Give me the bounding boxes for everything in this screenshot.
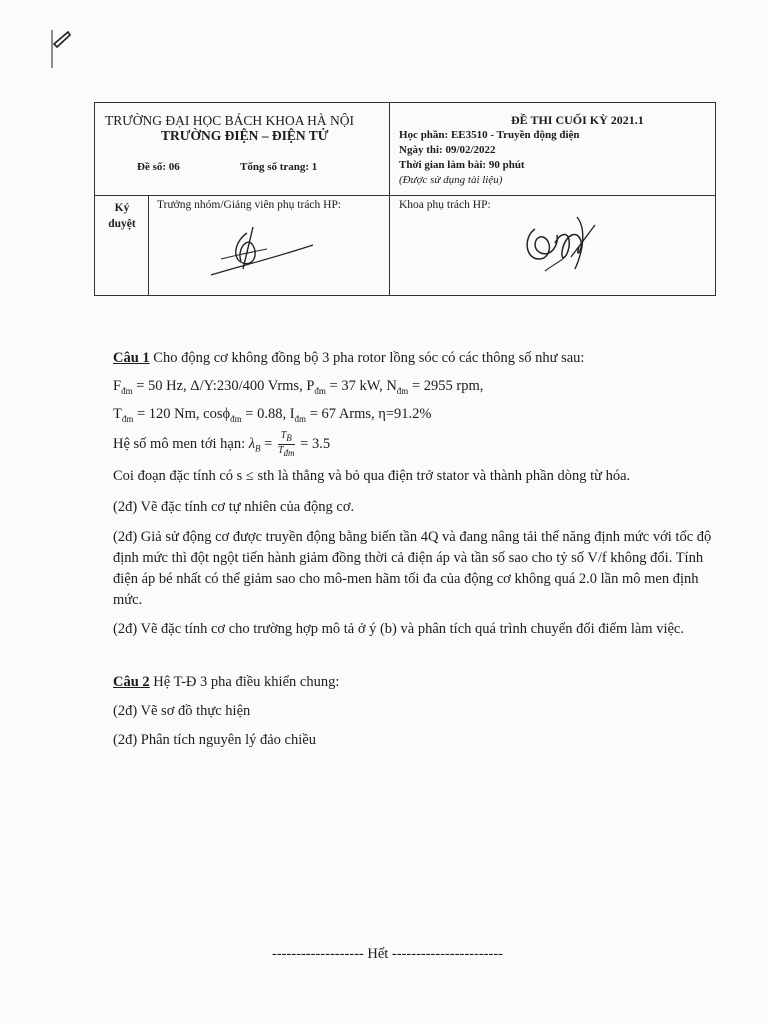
q1-part-b: (2đ) Giả sử động cơ được truyền động bằng biến tần 4Q và đang nâng tải thế năng định mức với tốc độ định mức thì đột ngột tiến hành giảm đồng thời cả điện áp và tần số sao cho tỷ số V/f không đổi. Tính điện áp bé nhất có thể giảm sao cho mô-men hãm tối đa của động cơ không quá 2.0 lần mô men định mức.	[113, 529, 712, 608]
param-i-sub: đm	[294, 413, 307, 424]
q1-part-c: (2đ) Vẽ đặc tính cơ cho trường hợp mô tả ở ý (b) và phân tích quá trình chuyển đổi điểm làm việc.	[113, 621, 684, 637]
q1-intro: Cho động cơ không đồng bộ 3 pha rotor lồng sóc có các thông số như sau:	[153, 350, 585, 366]
group-leader-label: Trưởng nhóm/Giảng viên phụ trách HP:	[157, 199, 342, 211]
end-mark: ------------------- Hết -----------------------	[272, 946, 503, 962]
q1-part-a: (2đ) Vẽ đặc tính cơ tự nhiên của động cơ.	[113, 499, 355, 515]
param-p-sub: đm	[314, 385, 326, 396]
param-t-symbol: T	[113, 406, 122, 422]
exam-date: Ngày thi: 09/02/2022	[399, 144, 496, 156]
university-name: TRƯỜNG ĐẠI HỌC BÁCH KHOA HÀ NỘI	[105, 113, 354, 128]
q2-intro: Hệ T-Đ 3 pha điều khiển chung:	[153, 674, 340, 690]
lambda-equals: =	[260, 435, 276, 452]
q1-assumption: Coi đoạn đặc tính có s ≤ sth là thẳng và bỏ qua điện trở stator và thành phần dòng từ hóa.	[113, 468, 631, 484]
q2-part-a: (2đ) Vẽ sơ đồ thực hiện	[113, 703, 251, 719]
signature-group-leader	[207, 221, 317, 281]
frac-den: T	[277, 445, 284, 456]
param-n-value: = 2955 rpm,	[408, 378, 484, 394]
frac-den-sub: đm	[283, 448, 295, 458]
lambda-value: = 3.5	[296, 435, 331, 452]
q2-intro-line	[113, 672, 339, 693]
param-f-sub: đm	[121, 385, 133, 396]
course-info: Học phần: EE3510 - Truyền động điện	[399, 129, 580, 141]
approval-label-line-1: Ký	[114, 202, 130, 214]
q1-intro-line	[113, 348, 584, 369]
lambda-symbol: λ	[248, 435, 256, 452]
param-p-value: = 37 kW, N	[325, 378, 397, 394]
q1-params-line-1	[113, 376, 483, 402]
param-f-value: = 50 Hz, Δ/Y:230/400 Vrms, P	[132, 378, 315, 394]
param-cos-value: = 0.88, I	[241, 406, 295, 422]
approval-label-line-2: duyệt	[108, 218, 136, 230]
materials-note: (Được sử dụng tài liệu)	[399, 174, 503, 186]
q2-label: Câu 2	[113, 674, 150, 690]
lambda-sub: B	[255, 443, 261, 454]
pen-mark-icon	[48, 28, 74, 72]
signature-department	[515, 207, 605, 279]
frac-num-sub: B	[286, 433, 292, 443]
school-name: TRƯỜNG ĐIỆN – ĐIỆN TỬ	[161, 128, 329, 143]
param-i-value: = 67 Arms, η=91.2%	[306, 406, 432, 422]
param-t-sub: đm	[121, 413, 134, 424]
lambda-prefix: Hệ số mô men tới hạn:	[113, 435, 249, 452]
header-divider-vertical	[389, 103, 390, 295]
q2-part-b: (2đ) Phân tích nguyên lý đảo chiều	[113, 732, 316, 748]
param-f-symbol: F	[113, 378, 122, 394]
param-t-value: = 120 Nm, cosϕ	[133, 406, 231, 422]
q1-params-line-2	[113, 404, 432, 430]
q1-lambda-line	[113, 430, 330, 460]
param-n-sub: đm	[396, 385, 409, 396]
exam-code: Đề số: 06	[137, 161, 180, 173]
lambda-fraction	[278, 430, 295, 459]
param-cos-sub: đm	[230, 413, 242, 424]
exam-title: ĐỀ THI CUỐI KỲ 2021.1	[511, 113, 644, 127]
exam-header-box	[94, 102, 716, 296]
q1-label: Câu 1	[113, 350, 150, 366]
approval-label	[95, 200, 149, 232]
header-divider-horizontal	[95, 195, 715, 196]
page-count: Tổng số trang: 1	[240, 161, 318, 173]
exam-duration: Thời gian làm bài: 90 phút	[399, 159, 525, 171]
department-label: Khoa phụ trách HP:	[399, 199, 491, 211]
frac-num: T	[280, 430, 287, 441]
